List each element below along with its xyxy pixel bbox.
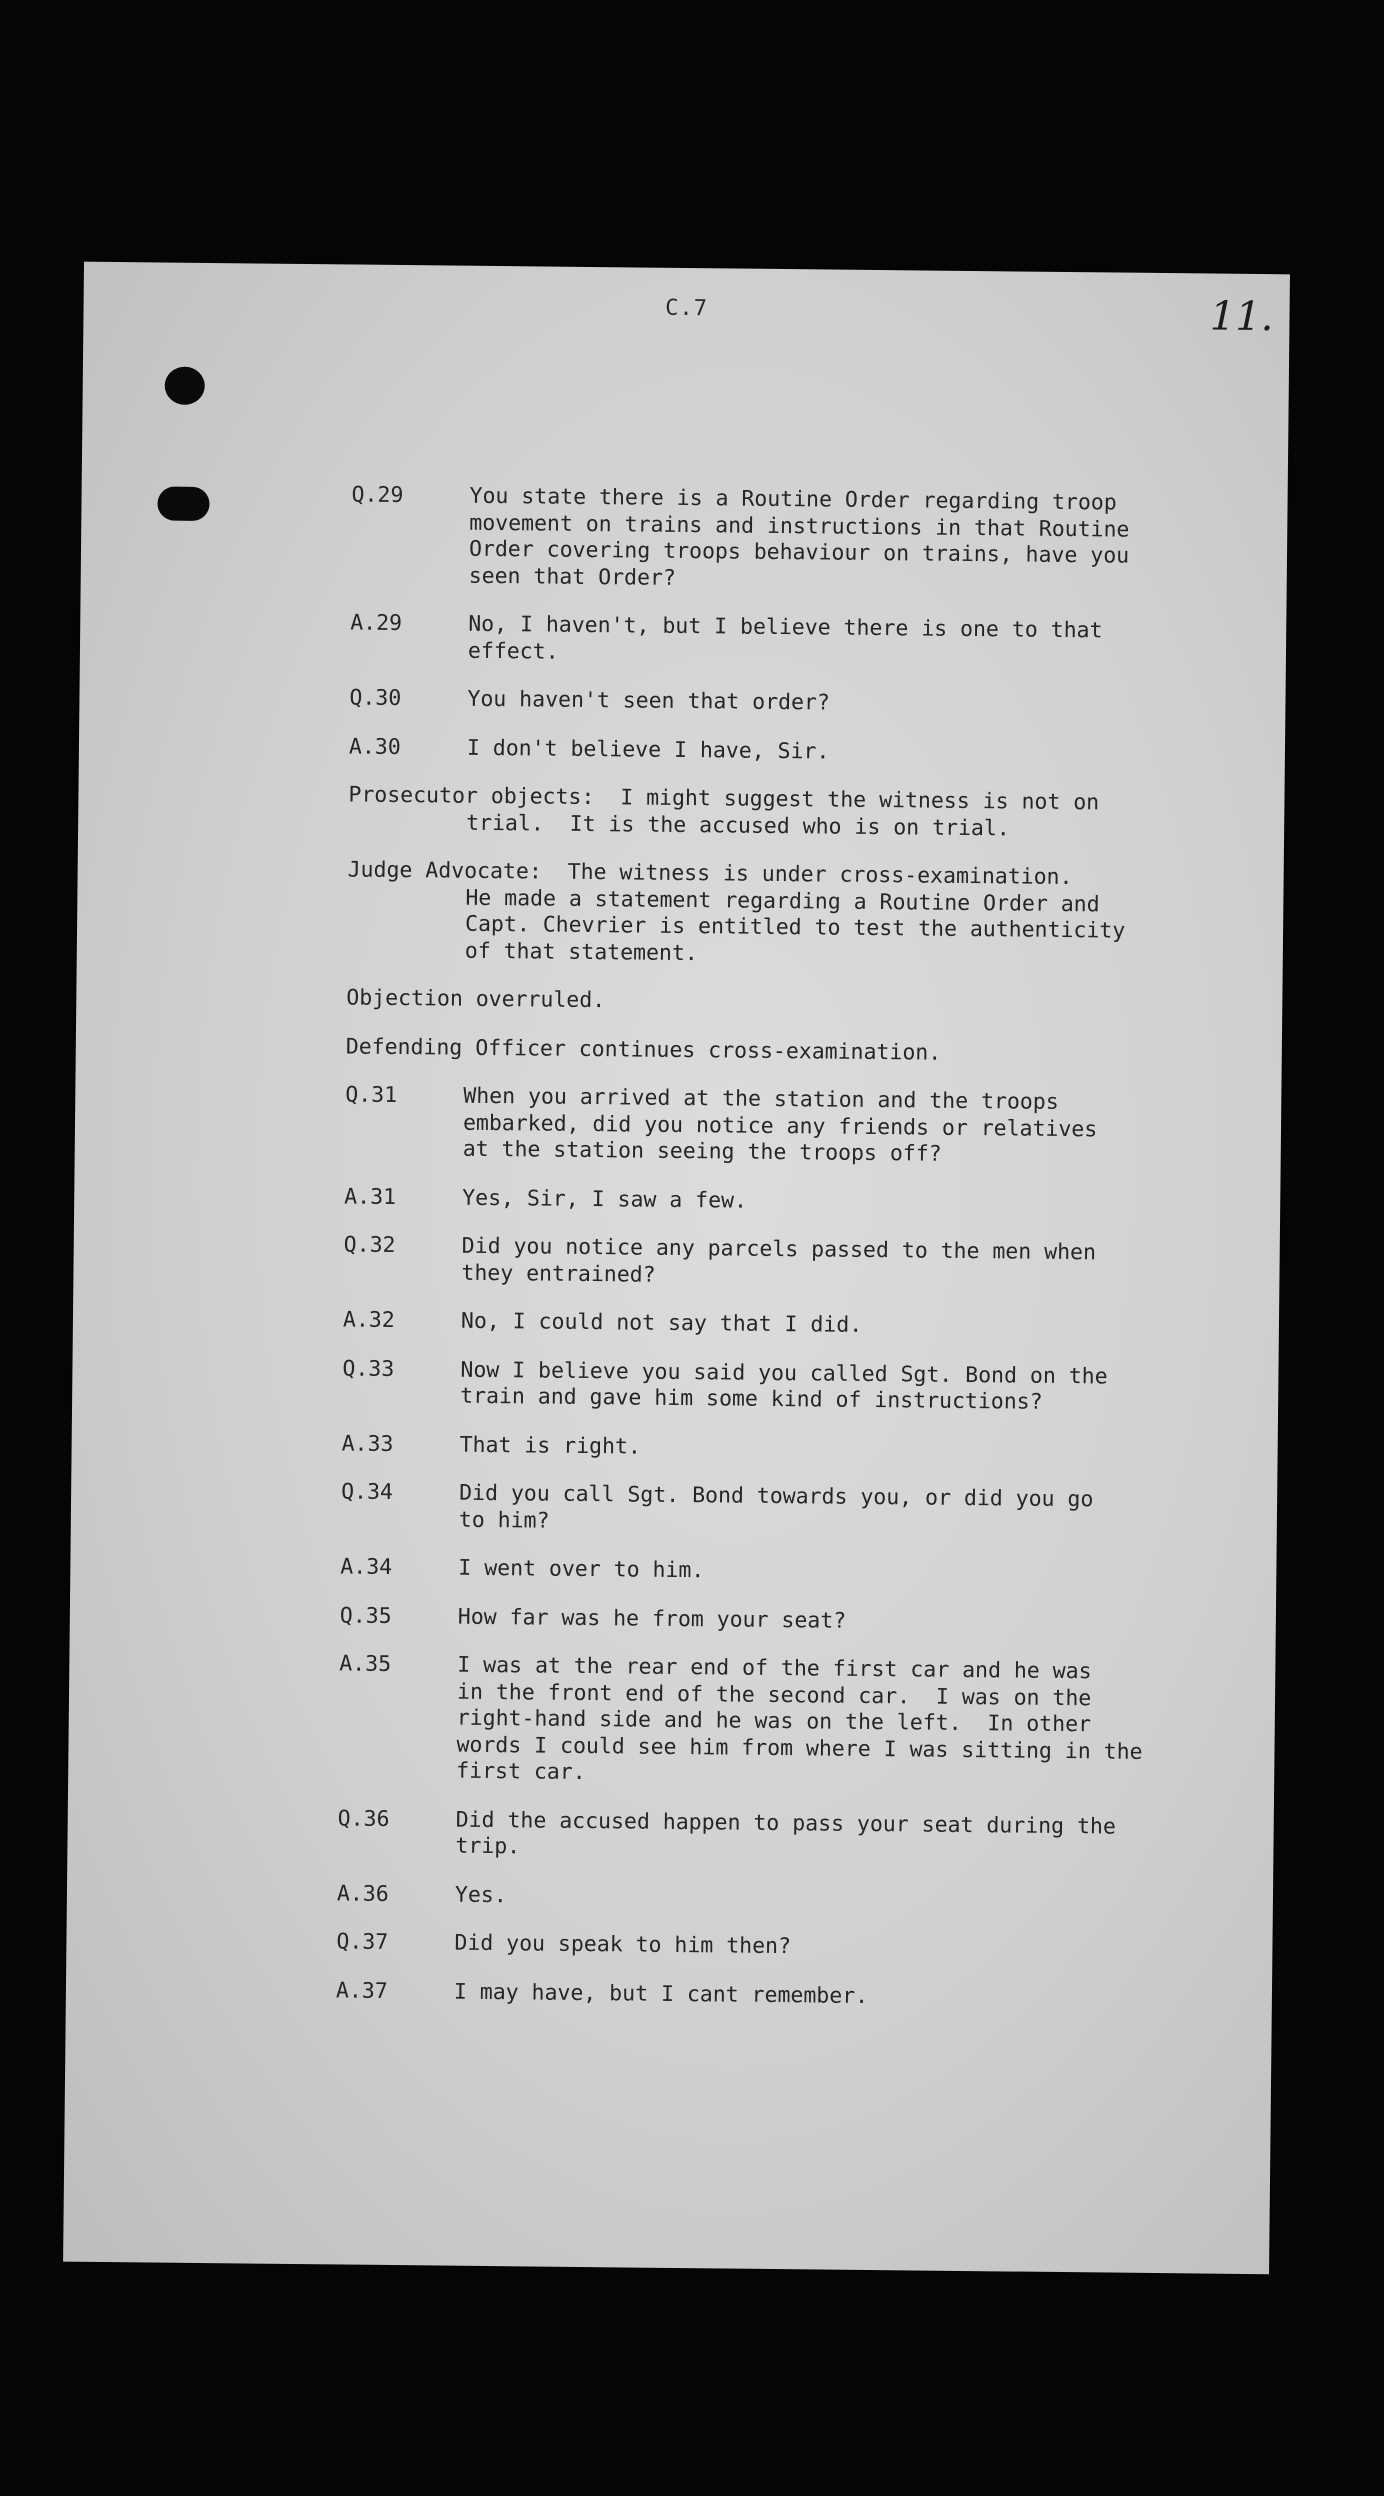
- entry-text: No, I haven't, but I believe there is one to that effect.: [467, 611, 1103, 665]
- entry-label: Q.31: [345, 1082, 398, 1109]
- entry-label: Q.33: [342, 1355, 395, 1382]
- qa-entry: [342, 1431, 1242, 1467]
- qa-entry: [344, 1184, 1244, 1220]
- procedural-statement: Prosecutor objects: I might suggest the witness is not on trial. It is the accused who is on trial.: [348, 782, 1100, 841]
- entry-text: Did you speak to him then?: [454, 1930, 792, 1960]
- entry-label: A.30: [348, 733, 401, 760]
- qa-entry: [342, 1356, 1243, 1418]
- entry-label: Q.29: [351, 482, 404, 509]
- handwritten-folio-number: 11.: [1209, 293, 1274, 341]
- entry-label: A.32: [342, 1307, 395, 1333]
- qa-entry: [336, 1978, 1236, 2014]
- entry-text: I went over to him.: [458, 1555, 705, 1584]
- qa-entry: [340, 1554, 1240, 1590]
- qa-entry: [351, 483, 1252, 598]
- punch-hole-icon: [165, 367, 205, 405]
- entry-text: How far was he from your seat?: [457, 1604, 847, 1634]
- qa-entry: [349, 734, 1249, 770]
- entry-text: Yes, Sir, I saw a few.: [462, 1185, 748, 1214]
- qa-entry: [349, 685, 1249, 721]
- qa-entry: [337, 1881, 1237, 1917]
- qa-entry: [341, 1479, 1242, 1541]
- entry-text: You state there is a Routine Order regarding troop movement on trains and instructions in that Routine Order covering troops behaviour on trains, have you seen that Order?: [468, 483, 1130, 591]
- qa-entry: [337, 1806, 1238, 1868]
- entry-label: Q.37: [336, 1929, 389, 1955]
- entry-label: A.31: [344, 1183, 397, 1210]
- entry-text: That is right.: [459, 1432, 642, 1460]
- qa-entry: [343, 1232, 1244, 1294]
- transcript-body: [336, 483, 1252, 2036]
- entry-label: Q.36: [337, 1805, 390, 1832]
- entry-label: Q.34: [341, 1479, 394, 1505]
- entry-text: Did the accused happen to pass your seat during the trip.: [455, 1807, 1116, 1860]
- qa-entry: [336, 1929, 1236, 1965]
- procedural-note: Defending Officer continues cross-examination.: [345, 1033, 942, 1066]
- entry-text: You haven't seen that order?: [467, 686, 831, 716]
- entry-text: I don't believe I have, Sir.: [466, 735, 830, 765]
- procedural-statement: Judge Advocate: The witness is under cross-examination. He made a statement regarding a Routine Order and Capt. Chevrier is entitled to test the authenticity of that statement.: [347, 857, 1126, 966]
- qa-entry: [338, 1651, 1239, 1793]
- entry-label: Q.30: [349, 685, 402, 712]
- entry-label: A.37: [335, 1977, 388, 2004]
- page-number: C.7: [665, 295, 709, 322]
- qa-entry: [345, 1082, 1246, 1171]
- qa-entry: [343, 1307, 1243, 1343]
- entry-text: When you arrived at the station and the troops embarked, did you notice any friends or relatives at the station seeing the troops off?: [462, 1083, 1098, 1167]
- entry-text: Did you call Sgt. Bond towards you, or did you go to him?: [458, 1480, 1094, 1534]
- entry-text: Did you notice any parcels passed to the men when they entrained?: [461, 1233, 1097, 1288]
- entry-label: A.36: [336, 1880, 389, 1907]
- qa-entry: [350, 610, 1251, 672]
- entry-text: I may have, but I cant remember.: [453, 1979, 869, 2009]
- punch-hole-icon: [157, 486, 209, 521]
- entry-label: A.29: [350, 610, 403, 637]
- entry-label: A.35: [339, 1651, 392, 1677]
- entry-label: A.34: [340, 1554, 393, 1580]
- entry-label: A.33: [341, 1430, 394, 1457]
- qa-entry: [340, 1603, 1240, 1639]
- entry-text: I was at the rear end of the first car and he was in the front end of the second car. I was on the right-hand side and he was on the left. In other words I could see him from where I was sitting in the first car.: [456, 1652, 1143, 1786]
- entry-label: Q.32: [343, 1232, 396, 1259]
- entry-text: No, I could not say that I did.: [460, 1308, 863, 1338]
- procedural-note: Objection overruled.: [346, 985, 606, 1014]
- entry-text: Now I believe you said you called Sgt. Bond on the train and gave him some kind of instructions?: [460, 1357, 1108, 1415]
- entry-text: Yes.: [454, 1882, 507, 1908]
- entry-label: Q.35: [339, 1602, 392, 1629]
- typed-page: [63, 262, 1290, 2275]
